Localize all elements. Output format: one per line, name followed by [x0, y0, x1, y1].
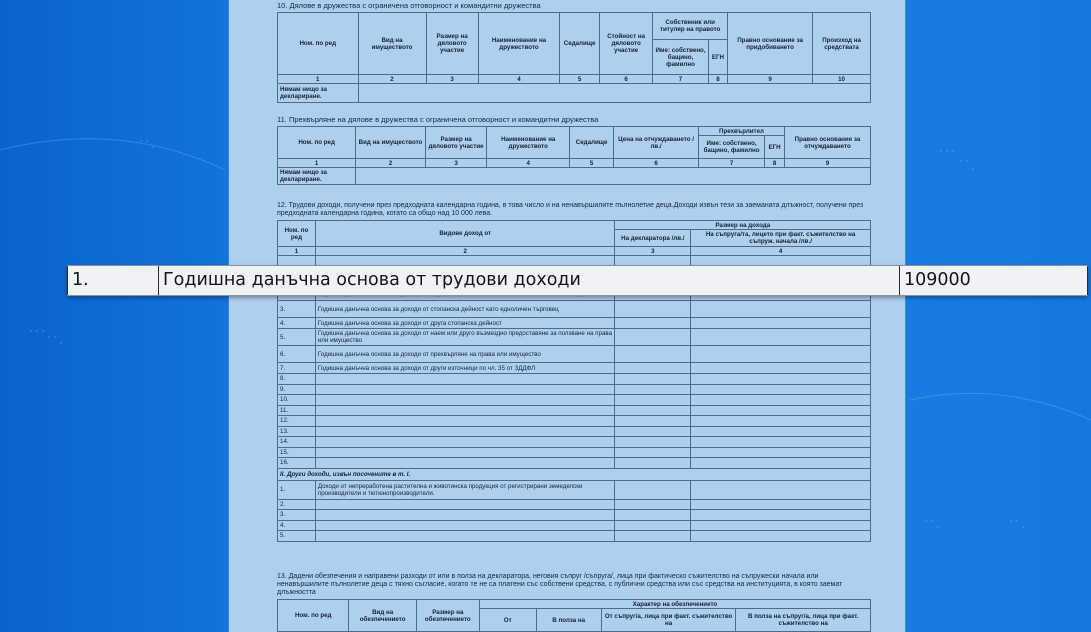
- col-header: От съпруг/а, лица при факт. съжителство на: [601, 609, 736, 632]
- income-type: Годишна данъчна основа за доходи от стопанска дейност като едноличен търговец: [315, 301, 615, 318]
- row-number: 7.: [278, 363, 316, 374]
- col-header: Ном. по ред: [278, 221, 316, 247]
- col-number: 2: [356, 159, 425, 168]
- col-number: 2: [358, 75, 426, 84]
- col-header: От: [479, 609, 536, 632]
- highlight-banner: [67, 265, 1088, 296]
- income-type: Годишна данъчна основа за доходи от наем или друго възмездно предоставяне за ползване на права или имущество: [315, 329, 615, 346]
- section-10: [277, 1, 871, 103]
- col-header: Правно основание за придобиването: [728, 13, 813, 75]
- col-header: Ном. по ред: [278, 600, 349, 632]
- nothing-to-declare: Нямам нищо за деклариране.: [278, 84, 359, 103]
- col-number: 9: [728, 75, 813, 84]
- row-number: 4.: [278, 520, 316, 531]
- col-number: 1: [278, 75, 359, 84]
- col-header: Имe: собствено, бащино, фамилно: [653, 40, 709, 75]
- banner-row-number: 1.: [67, 266, 158, 295]
- banner-income-value: 109000: [899, 266, 1088, 295]
- col-number: 3: [615, 247, 691, 256]
- col-number: 4: [478, 75, 560, 84]
- col-header: Наименование на дружеството: [478, 13, 560, 75]
- col-number: 8: [708, 75, 727, 84]
- col-header: На съпруга/та, лицето при факт. съжителство на съпруж. начала /лв./: [691, 230, 871, 247]
- col-header: Прехвърлител: [699, 127, 785, 136]
- col-number: 7: [653, 75, 709, 84]
- row-number: 3.: [278, 510, 316, 521]
- col-header: Размер на дяловото участие: [426, 13, 478, 75]
- col-number: 7: [699, 159, 765, 168]
- col-number: 6: [614, 159, 699, 168]
- col-number: 3: [426, 75, 478, 84]
- col-number: 1: [278, 159, 356, 168]
- row-number: 5.: [278, 531, 316, 542]
- row-number: 1.: [278, 480, 316, 499]
- banner-income-label: Годишна данъчна основа от трудови доходи: [158, 266, 899, 295]
- col-header: Седалище: [570, 127, 614, 159]
- col-number: 5: [560, 75, 600, 84]
- row-number: 16.: [278, 458, 316, 469]
- col-header: Произход на средствата: [813, 13, 871, 75]
- col-number: 4: [691, 247, 871, 256]
- col-header: Размер на обезпечението: [416, 600, 479, 632]
- section-13-table: [277, 599, 871, 632]
- col-header: ЕГН: [708, 40, 727, 75]
- col-header: Седалище: [560, 13, 600, 75]
- row-number: 3.: [278, 301, 316, 318]
- section-11: [277, 115, 871, 185]
- col-number: 2: [315, 247, 615, 256]
- col-header: На декларатора /лв./: [615, 230, 691, 247]
- col-header: Вид на имуществото: [358, 13, 426, 75]
- section-11-title: 11. Прехвърляне на дялове в дружества с ограничена отговорност и командитни дружества: [277, 115, 599, 124]
- col-number: 10: [813, 75, 871, 84]
- declaration-document: [229, 0, 905, 632]
- col-header: Имe: собствено, бащино, фамилно: [699, 136, 765, 159]
- income-type: Годишна данъчна основа за доходи от прехвърляне на права или имущество: [315, 346, 615, 363]
- col-header: ЕГН: [765, 136, 785, 159]
- col-header: В полза на съпруг/а, лица при факт. съжителство на: [736, 609, 871, 632]
- col-number: 8: [765, 159, 785, 168]
- col-number: 4: [487, 159, 570, 168]
- income-type: Годишна данъчна основа за доходи от други източници по чл. 35 от ЗДДФЛ: [315, 363, 615, 374]
- col-header: Вид на обезпечението: [349, 600, 416, 632]
- col-header: Наименование на дружеството: [487, 127, 570, 159]
- row-number: 13.: [278, 426, 316, 437]
- col-number: 3: [425, 159, 487, 168]
- row-number: 9.: [278, 384, 316, 395]
- row-number: 11.: [278, 405, 316, 416]
- col-header: Цена на отчуждаването / лв./: [614, 127, 699, 159]
- row-number: 15.: [278, 447, 316, 458]
- row-number: 6.: [278, 346, 316, 363]
- section-13-title: 13. Дадени обезпечения и направени разходи от или в полза на декларатора, неговия съпруг /съпруга/, лица при фактическо съжителство на съпружески начала или ненавършилите пълнолетие деца с тяхно съгласие, когато те не са платени със собствени средства, с публични средства или със средства на институцията, в която заемат длъжността: [277, 573, 843, 596]
- col-header: Размер на дяловото участие: [425, 127, 487, 159]
- row-number: 2.: [278, 499, 316, 510]
- income-type: Годишна данъчна основа за доходи от друга стопанска дейност: [315, 318, 615, 329]
- col-number: 1: [278, 247, 316, 256]
- row-number: 14.: [278, 437, 316, 448]
- col-header: В полза на: [536, 609, 601, 632]
- col-header: Ном. по ред: [278, 13, 359, 75]
- section-11-table: [277, 126, 871, 185]
- other-income-heading: II. Други доходи, извън посочените в т. I.: [278, 468, 871, 480]
- col-header: Видове доход от: [315, 221, 615, 247]
- section-12: [277, 202, 871, 542]
- section-12-title: 12. Трудови доходи, получени през предходната календарна година, в това число и на ненавършилите пълнолетие деца.Доходи извън тези за заеманата длъжност, получени през предходната календарна година, когато са общо над 10 000 лева.: [277, 202, 864, 217]
- col-number: 5: [570, 159, 614, 168]
- col-number: 6: [599, 75, 652, 84]
- row-number: 5.: [278, 329, 316, 346]
- col-header: Правно основание за отчуждаването: [784, 127, 870, 159]
- nothing-to-declare: Нямам нищо за деклариране.: [278, 168, 356, 185]
- col-header: Стойност на дяловото участие: [599, 13, 652, 75]
- section-10-table: [277, 12, 871, 103]
- col-header: Размер на дохода: [615, 221, 871, 230]
- col-number: 9: [784, 159, 870, 168]
- section-13: [277, 573, 871, 632]
- row-number: 8.: [278, 374, 316, 385]
- col-header: Собственик или титуляр на правото: [653, 13, 728, 40]
- row-number: 10.: [278, 395, 316, 406]
- col-header: Ном. по ред: [278, 127, 356, 159]
- row-number: 4.: [278, 318, 316, 329]
- row-number: 12.: [278, 416, 316, 427]
- income-type: Доходи от непреработена растителна и животинска продукция от регистрирани земеделски производители и тютюнопроизводители.: [315, 480, 615, 499]
- col-header: Вид на имуществото: [356, 127, 425, 159]
- section-10-title: 10. Дялове в дружества с ограничена отговорност и командитни дружества: [277, 1, 541, 10]
- col-header: Характер на обезпечението: [479, 600, 870, 609]
